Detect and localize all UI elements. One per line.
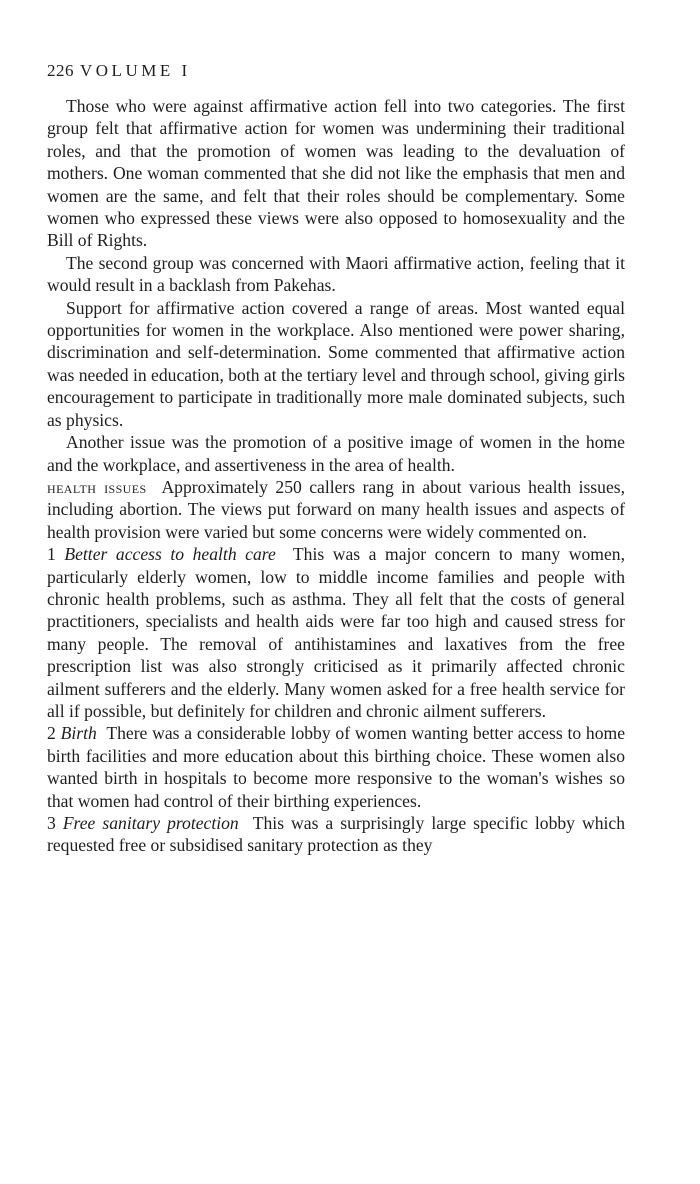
item-number: 2 bbox=[47, 723, 56, 744]
item-number: 1 bbox=[47, 544, 56, 565]
item-number: 3 bbox=[47, 813, 56, 833]
paragraph-support-affirmative-action: Support for affirmative action covered a range of areas. Most wanted equal opportunities for women in the workplace. Also mentioned were power sharing, discrimination and self-determination. Some commented that affirmative action was needed in education, both at the tertiary level and through school, giving girls encouragement to participate in traditionally more male dominated subjects, such as physics. bbox=[47, 297, 625, 430]
health-issues-paragraph bbox=[47, 476, 625, 543]
running-head bbox=[47, 60, 625, 82]
page-number: 226 bbox=[47, 61, 74, 80]
volume-label: VOLUME I bbox=[80, 61, 191, 80]
health-issues-heading: health issues bbox=[47, 476, 147, 497]
health-issues-text: Approximately 250 callers rang in about various health issues, including abortion. The views put forward on many health issues and aspects of health provision were varied but some concerns were widely commented on. bbox=[47, 476, 626, 542]
paragraph-second-group: The second group was concerned with Maori affirmative action, feeling that it would result in a backlash from Pakehas. bbox=[47, 252, 625, 296]
book-page bbox=[47, 60, 625, 857]
item-title: Free sanitary protection bbox=[62, 813, 239, 833]
item-text: There was a considerable lobby of women wanting better access to home birth facilities and more education about this birthing choice. These women also wanted birth in hospitals to become more responsive to the woman's wishes so that women had control of their birthing experiences. bbox=[47, 723, 626, 811]
item-title: Birth bbox=[60, 723, 97, 744]
health-item-sanitary bbox=[47, 812, 625, 857]
paragraph-against-affirmative-action: Those who were against affirmative action fell into two categories. The first group felt that affirmative action for women was undermining their traditional roles, and that the promotion of women was leading to the devaluation of mothers. One woman commented that she did not like the emphasis that men and women are the same, and felt that their roles should be complementary. Some women who expressed these views were also opposed to homosexuality and the Bill of Rights. bbox=[47, 96, 625, 251]
paragraph-positive-image: Another issue was the promotion of a positive image of women in the home and the workplace, and assertiveness in the area of health. bbox=[47, 432, 625, 475]
health-item-birth bbox=[47, 722, 625, 812]
item-title: Better access to health care bbox=[64, 544, 276, 565]
health-item-access bbox=[47, 543, 625, 722]
item-text: This was a surprisingly large specific lobby which requested free or subsidised sanitary protection as they bbox=[47, 813, 625, 856]
item-text: This was a major concern to many women, particularly elderly women, low to middle income families and people with chronic health problems, such as asthma. They all felt that the costs of general practitioners, specialists and health aids were far too high and caused stress for many people. The removal of antihistamines and laxatives from the free prescription list was also strongly criticised as it primarily affected chronic ailment sufferers and the elderly. Many women asked for a free health service for all if possible, but definitely for children and chronic ailment sufferers. bbox=[47, 544, 625, 721]
